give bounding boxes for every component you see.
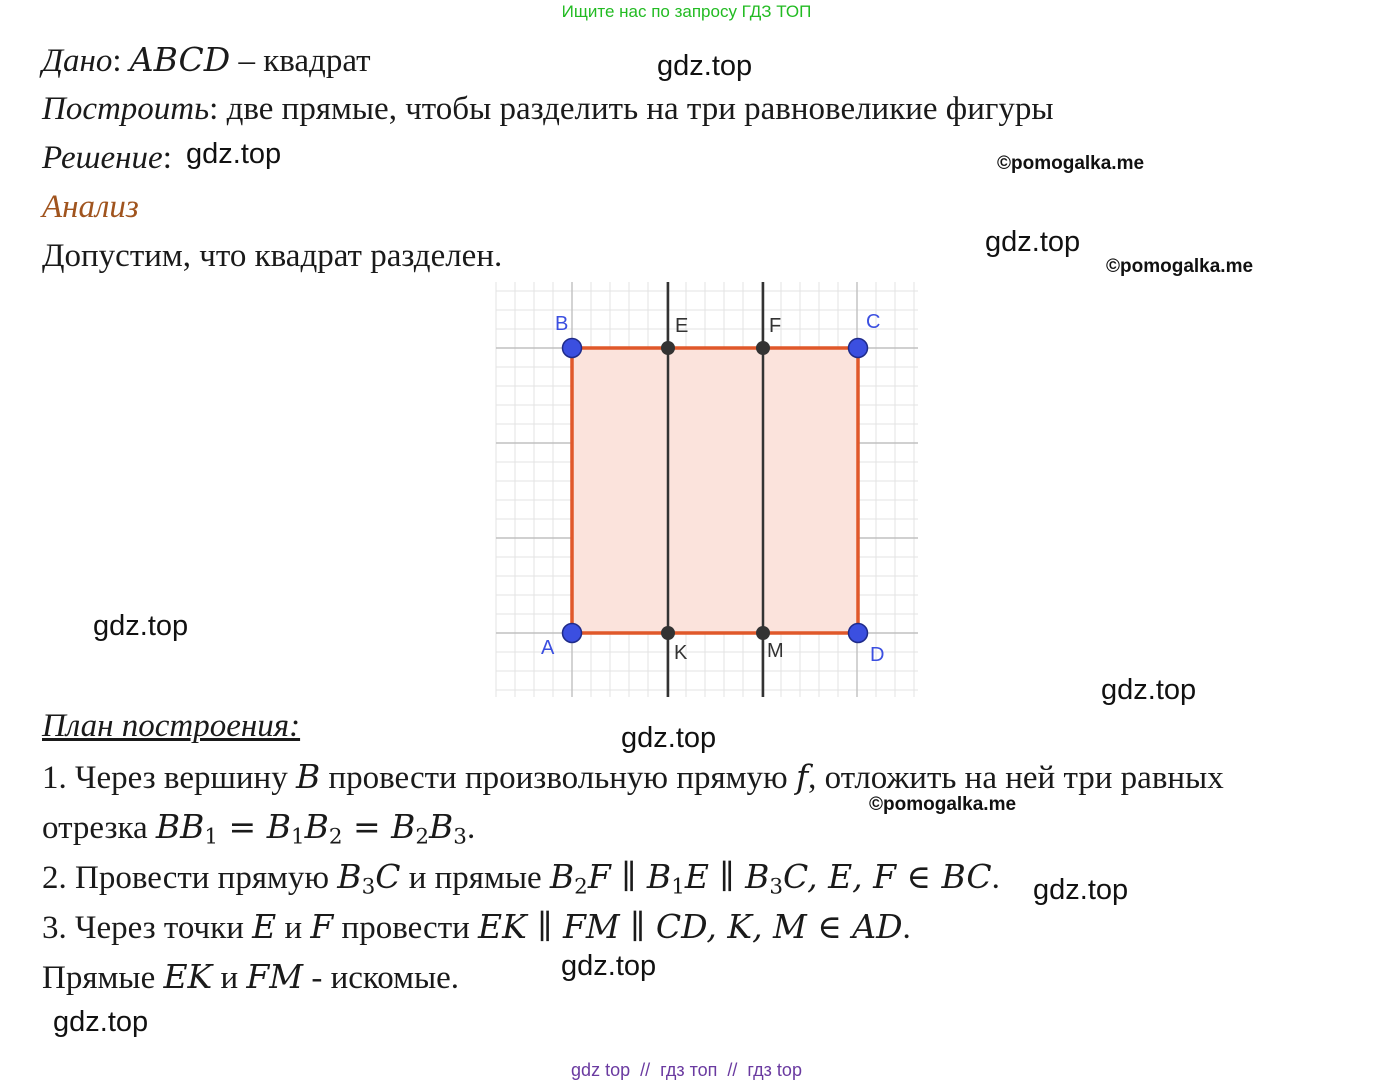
step1-var-f: f bbox=[795, 757, 809, 796]
point-E bbox=[661, 341, 675, 355]
top-banner: Ищите нас по запросу ГДЗ ТОП bbox=[561, 2, 812, 21]
watermark: gdz.top bbox=[93, 610, 189, 642]
given-line bbox=[42, 40, 371, 81]
step2-text-1: 2. Провести прямую bbox=[42, 860, 338, 896]
label-B: B bbox=[555, 313, 569, 335]
label-K: K bbox=[674, 642, 688, 664]
step1-text-2: провести произвольную прямую bbox=[320, 760, 796, 796]
step1-text-1: 1. Через вершину bbox=[42, 760, 296, 796]
watermark: gdz.top bbox=[1033, 874, 1129, 906]
label-C: C bbox=[866, 311, 881, 333]
point-F bbox=[756, 341, 770, 355]
conclusion-text-1: Прямые bbox=[42, 960, 164, 996]
copyright: ©pomogalka.me bbox=[1106, 256, 1254, 277]
step3-var-F: F bbox=[310, 907, 334, 946]
label-M: M bbox=[767, 640, 784, 662]
watermark: gdz.top bbox=[985, 226, 1081, 258]
conclusion-text-2: и bbox=[212, 960, 247, 996]
step2-B3C: $B_3C$ bbox=[337, 857, 401, 900]
construct-label: Построить bbox=[42, 91, 210, 127]
step1-line-a bbox=[42, 757, 1224, 798]
step3-end: . bbox=[902, 910, 911, 946]
copyright: ©pomogalka.me bbox=[997, 153, 1145, 174]
step3-text-2: и bbox=[276, 910, 311, 946]
watermark: gdz.top bbox=[561, 950, 657, 982]
conclusion-EK: EK bbox=[163, 957, 213, 996]
step1-var-B: B bbox=[295, 757, 321, 796]
watermark: gdz.top bbox=[53, 1006, 149, 1038]
point-M bbox=[756, 626, 770, 640]
plan-heading: План построения: bbox=[42, 708, 301, 744]
step3-text-1: 3. Через точки bbox=[42, 910, 253, 946]
solution-line bbox=[42, 138, 172, 178]
given-label: Дано bbox=[42, 43, 113, 79]
step3-line bbox=[42, 907, 911, 948]
vertex-B bbox=[563, 339, 582, 358]
step3-expr: EK ∥ FM ∥ CD, K, M ∈ AD bbox=[478, 907, 903, 946]
vertex-A bbox=[563, 624, 582, 643]
conclusion-line bbox=[42, 957, 459, 998]
step1-text-3: , отложить на ней три равных bbox=[808, 760, 1224, 796]
point-K bbox=[661, 626, 675, 640]
label-E: E bbox=[675, 315, 689, 337]
copyright: ©pomogalka.me bbox=[869, 794, 1017, 815]
given-rest: – квадрат bbox=[230, 43, 371, 79]
step2-text-2: и прямые bbox=[400, 860, 550, 896]
watermark: gdz.top bbox=[186, 138, 282, 170]
watermark: gdz.top bbox=[1101, 674, 1197, 706]
step2-parallels: $B_2F$ ∥ $B_1E$ ∥ $B_3C$, E, F ∈ BC bbox=[549, 857, 992, 900]
square-diagram bbox=[495, 280, 921, 700]
construct-line bbox=[42, 89, 1054, 129]
label-A: A bbox=[541, 637, 555, 659]
watermark: gdz.top bbox=[657, 50, 753, 82]
step2-end: . bbox=[991, 860, 1000, 896]
step3-var-E: E bbox=[252, 907, 277, 946]
vertex-D bbox=[849, 624, 868, 643]
solution-label: Решение bbox=[42, 140, 163, 176]
given-colon: : bbox=[112, 43, 122, 79]
conclusion-FM: FM bbox=[246, 957, 304, 996]
step1-line-b bbox=[42, 807, 475, 857]
step1-text-4: отрезка bbox=[42, 810, 156, 846]
square-fill bbox=[572, 348, 858, 633]
step3-text-3: провести bbox=[333, 910, 479, 946]
construct-text: : две прямые, чтобы разделить на три равновеликие фигуры bbox=[209, 91, 1054, 127]
solution-colon: : bbox=[162, 140, 172, 176]
step1-end: . bbox=[466, 810, 476, 846]
analysis-heading: Анализ bbox=[42, 189, 139, 225]
given-figure: ABCD bbox=[129, 40, 231, 79]
vertex-C bbox=[849, 339, 868, 358]
step1-BB: $BB_1 = B_1B_2 = B_2B_3$ bbox=[155, 807, 467, 850]
conclusion-text-3: - искомые. bbox=[303, 960, 460, 996]
footer-links[interactable]: gdz top // гдз топ // гдз top bbox=[571, 1060, 802, 1080]
label-F: F bbox=[769, 315, 782, 337]
assumption-text: Допустим, что квадрат разделен. bbox=[42, 238, 503, 274]
label-D: D bbox=[870, 644, 885, 666]
step2-line bbox=[42, 857, 1000, 907]
watermark: gdz.top bbox=[621, 722, 717, 754]
